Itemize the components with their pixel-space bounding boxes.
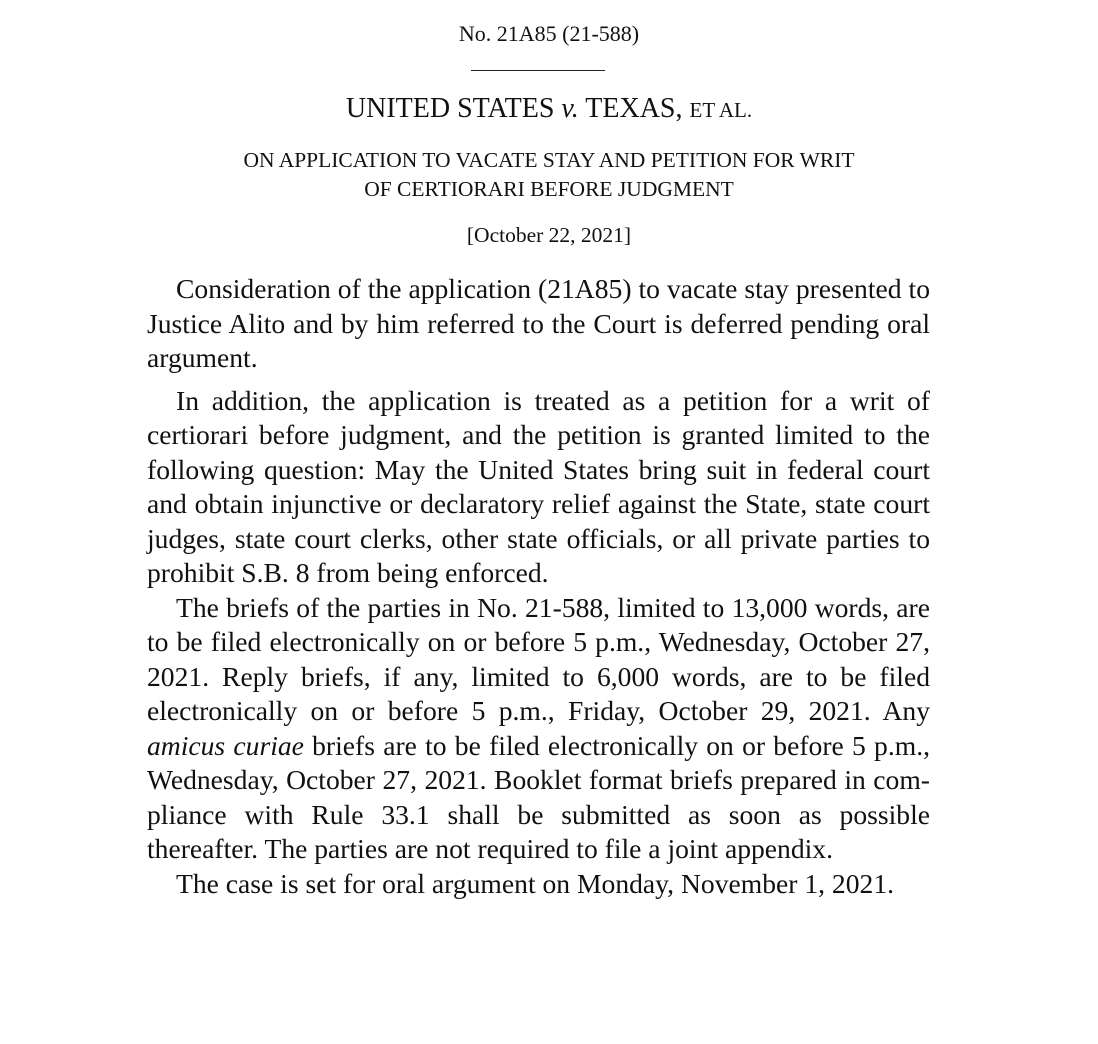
order-heading — [130, 146, 968, 204]
order-body — [147, 272, 930, 901]
caption-et-al: ET AL. — [689, 98, 753, 122]
docket-number: No. 21A85 (21-588) — [458, 21, 640, 46]
caption-plaintiff: UNITED STATES — [345, 93, 555, 124]
order-date: [October 22, 2021] — [466, 223, 632, 247]
paragraph-oral-argument: The case is set for oral argument on Monday, November 1, 2021. — [176, 867, 895, 899]
paragraph-certiorari: In addition, the application is treated as a petition for a writ of certiorari before judgment, and the petition is granted limited to the following question: May the United States bring suit in federal court and obtain injunctive or declaratory relief against the State, state court judges, state court clerks, other state officials, or all private parties to prohibit S.B. 8 from being enforced. — [147, 384, 930, 588]
heading-line: ON APPLICATION TO VACATE STAY AND PETITION FOR WRIT — [243, 148, 855, 172]
paragraph-briefing-schedule — [147, 591, 930, 867]
paragraph-deferral: Consideration of the application (21A85) to vacate stay presented to Justice Alito and by him referred to the Court is deferred pending oral argument. — [147, 273, 930, 373]
caption-versus: v. — [561, 93, 579, 124]
briefing-text-end: briefs are to be filed electronically on or before 5 p.m., Wednesday, October 27, 2021. Booklet format briefs prepared in compliance with Rule 33.1 shall be submitted as soon as possible thereafter. The parties are not required to file a joint appendix. — [147, 729, 930, 864]
separator-rule — [471, 70, 605, 71]
briefing-text-start: The briefs of the parties in No. 21-588, limited to 13,000 words, are to be filed electronically on or before 5 p.m., Wednesday, October 27, 2021. Reply briefs, if any, limited to 6,000 words, are to be filed electronically on or before 5 p.m., Friday, October 29, 2021. Any — [147, 591, 930, 726]
case-caption — [0, 91, 1098, 128]
amicus-curiae-term: amicus curiae — [147, 729, 304, 761]
heading-line: OF CERTIORARI BEFORE JUDGMENT — [364, 177, 734, 201]
caption-defendant: TEXAS, — [585, 93, 683, 124]
